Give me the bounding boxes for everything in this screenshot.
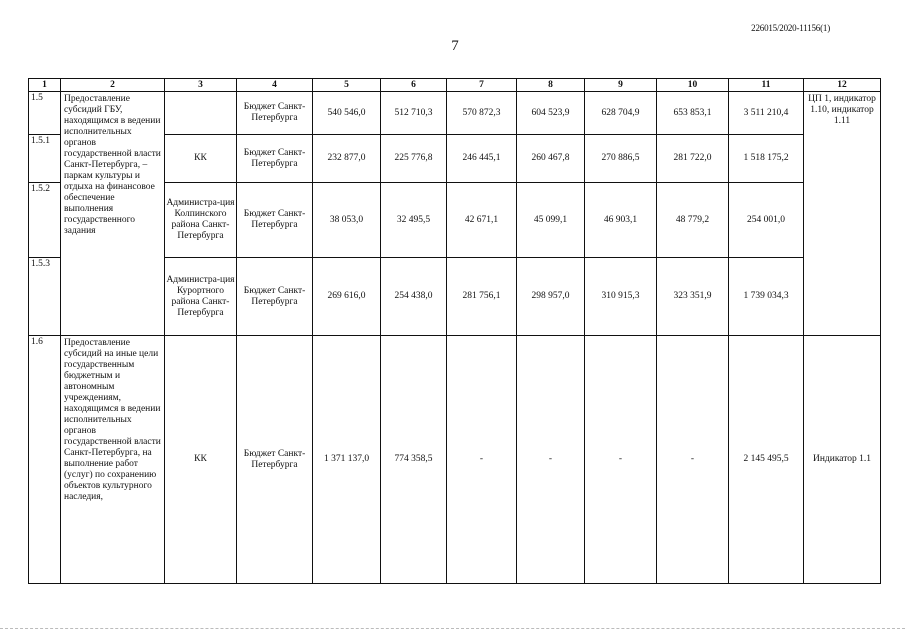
measure-description: Предоставление субсидий на иные цели государственным бюджетным и автономным учреждениям, находящимся в ведении исполнительных органов государственной власти Санкт-Петербурга, на выполнение работ (услуг) по сохранению объектов культурного наследия, <box>61 336 165 584</box>
target-indicator: ЦП 1, индикатор 1.10, индикатор 1.11 <box>804 92 881 336</box>
executor-cell: КК <box>165 336 237 584</box>
value-cell: 225 776,8 <box>381 135 447 183</box>
value-cell: 32 495,5 <box>381 183 447 258</box>
column-header: 1 <box>29 79 61 92</box>
value-cell: - <box>447 336 517 584</box>
funding-source: Бюджет Санкт-Петербурга <box>237 183 313 258</box>
value-cell: 570 872,3 <box>447 92 517 135</box>
value-cell: 653 853,1 <box>657 92 729 135</box>
value-cell: 46 903,1 <box>585 183 657 258</box>
value-cell: - <box>657 336 729 584</box>
executor-cell: КК <box>165 135 237 183</box>
value-cell: 628 704,9 <box>585 92 657 135</box>
total-cell: 3 511 210,4 <box>729 92 804 135</box>
column-header: 11 <box>729 79 804 92</box>
value-cell: 281 722,0 <box>657 135 729 183</box>
table-row <box>29 336 881 584</box>
funding-source: Бюджет Санкт-Петербурга <box>237 135 313 183</box>
value-cell: 1 371 137,0 <box>313 336 381 584</box>
value-cell: 270 886,5 <box>585 135 657 183</box>
page-edge-divider <box>0 628 905 629</box>
row-number: 1.5.3 <box>29 258 61 336</box>
total-cell: 1 739 034,3 <box>729 258 804 336</box>
page-number: 7 <box>451 38 459 54</box>
value-cell: 512 710,3 <box>381 92 447 135</box>
target-indicator: Индикатор 1.1 <box>804 336 881 584</box>
column-header: 2 <box>61 79 165 92</box>
value-cell: 281 756,1 <box>447 258 517 336</box>
executor-cell <box>165 92 237 135</box>
column-header: 8 <box>517 79 585 92</box>
document-number: 226015/2020-11156(1) <box>751 23 830 33</box>
column-header: 5 <box>313 79 381 92</box>
value-cell: - <box>517 336 585 584</box>
table-header-row <box>29 79 881 92</box>
measure-description: Предоставление субсидий ГБУ, находящимся в ведении исполнительных органов государственной власти Санкт-Петербурга, – паркам культуры и отдыха на финансовое обеспечение выполнения государственного задания <box>61 92 165 336</box>
row-number: 1.5.2 <box>29 183 61 258</box>
value-cell: 254 438,0 <box>381 258 447 336</box>
value-cell: 774 358,5 <box>381 336 447 584</box>
value-cell: 42 671,1 <box>447 183 517 258</box>
value-cell: 323 351,9 <box>657 258 729 336</box>
total-cell: 1 518 175,2 <box>729 135 804 183</box>
column-header: 3 <box>165 79 237 92</box>
value-cell: 38 053,0 <box>313 183 381 258</box>
funding-source: Бюджет Санкт-Петербурга <box>237 92 313 135</box>
total-cell: 2 145 495,5 <box>729 336 804 584</box>
value-cell: 246 445,1 <box>447 135 517 183</box>
column-header: 9 <box>585 79 657 92</box>
total-cell: 254 001,0 <box>729 183 804 258</box>
table-row <box>29 92 881 135</box>
value-cell: 540 546,0 <box>313 92 381 135</box>
column-header: 4 <box>237 79 313 92</box>
column-header: 7 <box>447 79 517 92</box>
row-number: 1.6 <box>29 336 61 584</box>
funding-source: Бюджет Санкт-Петербурга <box>237 336 313 584</box>
value-cell: 48 779,2 <box>657 183 729 258</box>
value-cell: 310 915,3 <box>585 258 657 336</box>
value-cell: 232 877,0 <box>313 135 381 183</box>
column-header: 10 <box>657 79 729 92</box>
executor-cell: Администра-ция Курортного района Санкт-Петербурга <box>165 258 237 336</box>
funding-source: Бюджет Санкт-Петербурга <box>237 258 313 336</box>
executor-cell: Администра-ция Колпинского района Санкт-Петербурга <box>165 183 237 258</box>
row-number: 1.5.1 <box>29 135 61 183</box>
value-cell: 45 099,1 <box>517 183 585 258</box>
value-cell: 298 957,0 <box>517 258 585 336</box>
value-cell: - <box>585 336 657 584</box>
column-header: 12 <box>804 79 881 92</box>
value-cell: 604 523,9 <box>517 92 585 135</box>
value-cell: 269 616,0 <box>313 258 381 336</box>
program-table <box>28 78 881 584</box>
row-number: 1.5 <box>29 92 61 135</box>
value-cell: 260 467,8 <box>517 135 585 183</box>
column-header: 6 <box>381 79 447 92</box>
